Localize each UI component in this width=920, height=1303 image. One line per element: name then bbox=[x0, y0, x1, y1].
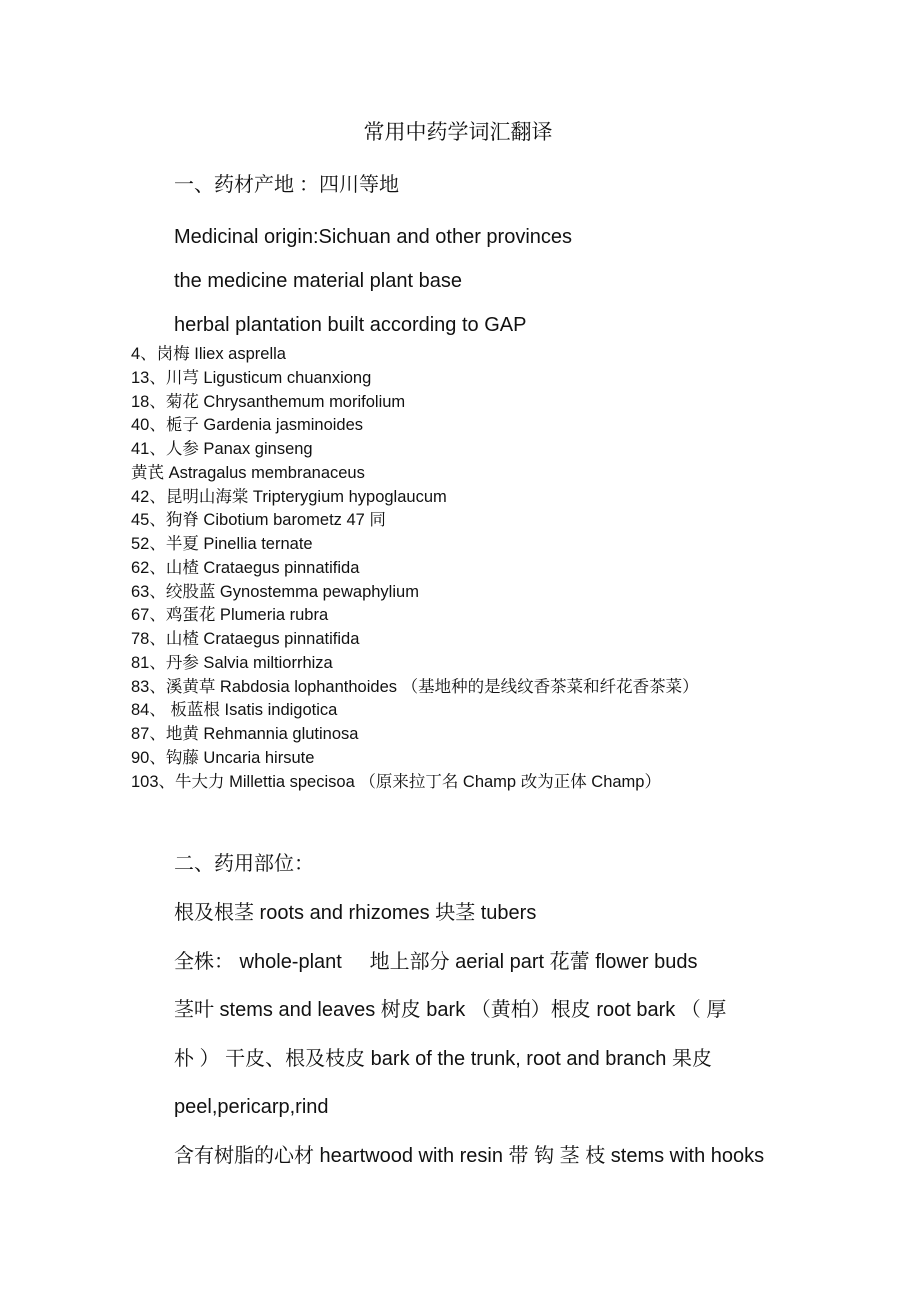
section-1-line: Medicinal origin:Sichuan and other provinces bbox=[174, 226, 573, 248]
herb-list-item: 78、山楂 Crataegus pinnatifida bbox=[131, 630, 360, 648]
section-1-heading: 一、药材产地 ：四川等地 bbox=[174, 174, 399, 196]
herb-list-item: 4、岗梅 Iliex asprella bbox=[131, 345, 286, 363]
section-2-line: peel,pericarp,rind bbox=[174, 1096, 329, 1118]
herb-list-item: 52、半夏 Pinellia ternate bbox=[131, 535, 313, 553]
section-2-line: 全株： whole-plant 地上部分 aerial part 花蕾 flower buds bbox=[174, 951, 698, 973]
section-2-line: 茎叶 stems and leaves 树皮 bark （黄柏）根皮 root bark （ 厚 bbox=[174, 999, 727, 1021]
herb-list-item: 黄芪 Astragalus membranaceus bbox=[131, 463, 365, 482]
herb-list-item: 62、山楂 Crataegus pinnatifida bbox=[131, 558, 360, 577]
section-1-line: the medicine material plant base bbox=[174, 270, 462, 292]
herb-list-item: 40、栀子 Gardenia jasminoides bbox=[131, 416, 364, 435]
document-title: 常用中药学词汇翻译 bbox=[363, 120, 553, 144]
section-2-line: 朴 ） 干皮、根及枝皮 bark of the trunk, root and branch 果皮 bbox=[174, 1048, 712, 1070]
herb-list-item: 63、绞股蓝 Gynostemma pewaphylium bbox=[131, 582, 419, 601]
herb-list-item: 83、溪黄草 Rabdosia lophanthoides （基地种的是线纹香茶菜和纤花香茶菜） bbox=[131, 677, 699, 696]
herb-list-item: 45、狗脊 Cibotium barometz 47 同 bbox=[131, 511, 386, 530]
herb-list-item: 103、牛大力 Millettia specisoa （原来拉丁名 Champ 改为正体 Champ） bbox=[131, 772, 661, 791]
herb-list-item: 41、人参 Panax ginseng bbox=[131, 440, 313, 458]
herb-list-item: 13、川芎 Ligusticum chuanxiong bbox=[131, 368, 372, 387]
section-2-line: 根及根茎 roots and rhizomes 块茎 tubers bbox=[174, 902, 537, 924]
herb-list-item: 42、昆明山海棠 Tripterygium hypoglaucum bbox=[131, 487, 447, 506]
section-2-heading: 二、药用部位： bbox=[174, 853, 314, 875]
herb-list-item: 84、 板蓝根 Isatis indigotica bbox=[131, 701, 338, 720]
section-2-line: 含有树脂的心材 heartwood with resin 带 钩 茎 枝 stems with hooks bbox=[174, 1145, 765, 1167]
herb-list-item: 87、地黄 Rehmannia glutinosa bbox=[131, 725, 359, 743]
herb-list-item: 67、鸡蛋花 Plumeria rubra bbox=[131, 606, 329, 625]
herb-list-item: 81、丹参 Salvia miltiorrhiza bbox=[131, 653, 333, 672]
herb-list-item: 90、钩藤 Uncaria hirsute bbox=[131, 748, 315, 767]
section-1-line: herbal plantation built according to GAP bbox=[174, 314, 527, 336]
herb-list-item: 18、菊花 Chrysanthemum morifolium bbox=[131, 392, 406, 411]
